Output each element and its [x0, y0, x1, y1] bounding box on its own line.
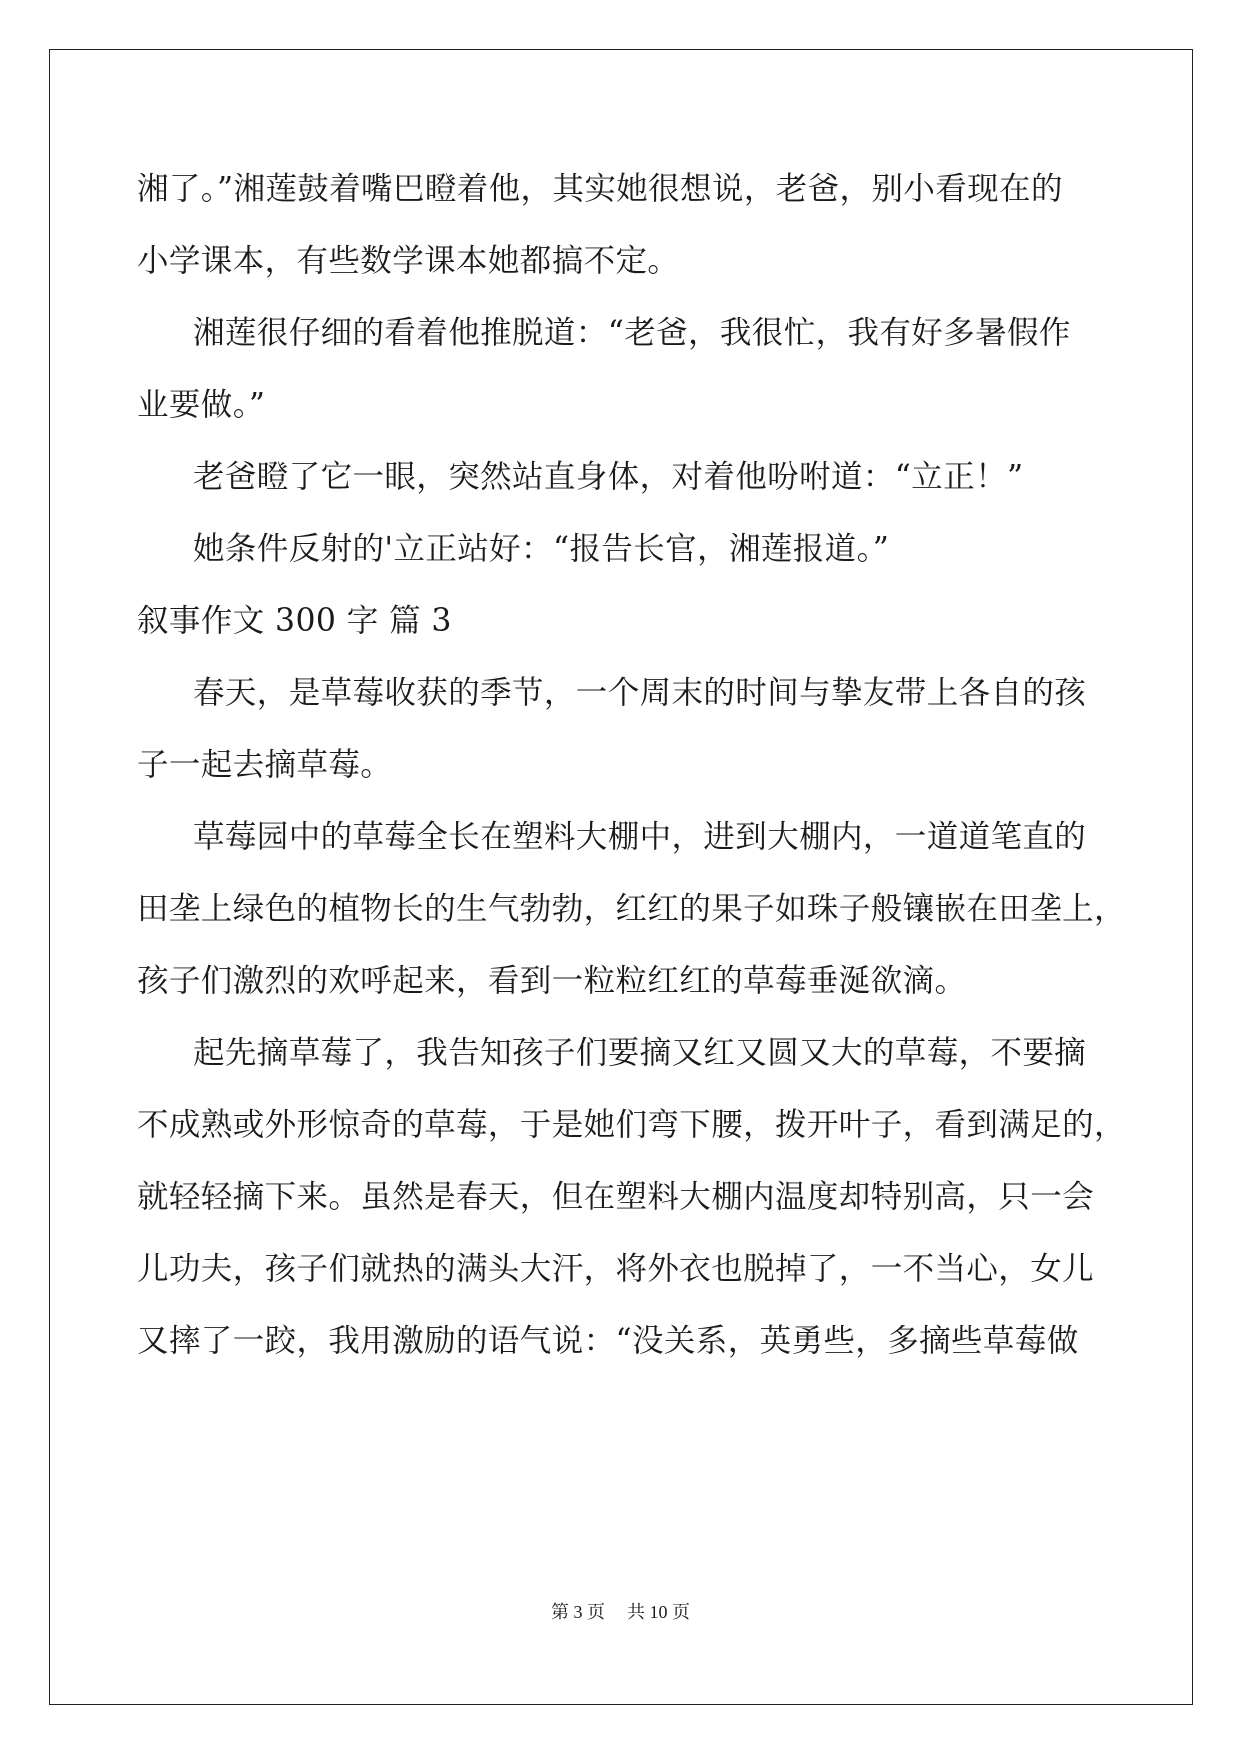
- text-line: 儿功夫，孩子们就热的满头大汗，将外衣也脱掉了，一不当心，女儿: [137, 1251, 1095, 1287]
- page-border: [49, 49, 1193, 1705]
- text-line: 业要做。”: [137, 387, 266, 423]
- text-line: 小学课本，有些数学课本她都搞不定。: [137, 243, 680, 279]
- text-line: 又摔了一跤，我用激励的语气说：“没关系，英勇些，多摘些草莓做: [137, 1323, 1079, 1359]
- text-line: 孩子们激烈的欢呼起来，看到一粒粒红红的草莓垂涎欲滴。: [137, 963, 967, 999]
- page-number: 第 3 页: [551, 1602, 605, 1622]
- page-total: 共 10 页: [627, 1602, 690, 1622]
- text-line: 湘莲很仔细的看着他推脱道：“老爸，我很忙，我有好多暑假作: [193, 315, 1071, 351]
- text-line: 老爸瞪了它一眼，突然站直身体，对着他吩咐道：“立正！”: [193, 459, 1024, 495]
- text-line: 她条件反射的'立正站好：“报告长官，湘莲报道。”: [193, 531, 890, 567]
- page-footer: [0, 1598, 1241, 1624]
- text-line: 子一起去摘草莓。: [137, 747, 393, 783]
- text-line: 田垄上绿色的植物长的生气勃勃，红红的果子如珠子般镶嵌在田垄上，: [137, 891, 1126, 927]
- text-line: 起先摘草莓了，我告知孩子们要摘又红又圆又大的草莓，不要摘: [193, 1035, 1087, 1071]
- text-line: 湘了。”湘莲鼓着嘴巴瞪着他，其实她很想说，老爸，别小看现在的: [137, 171, 1063, 207]
- text-line: 草莓园中的草莓全长在塑料大棚中，进到大棚内，一道道笔直的: [193, 819, 1087, 855]
- text-line: 不成熟或外形惊奇的草莓，于是她们弯下腰，拨开叶子，看到满足的，: [137, 1107, 1126, 1143]
- text-line: 春天，是草莓收获的季节，一个周末的时间与挚友带上各自的孩: [193, 675, 1087, 711]
- section-heading: 叙事作文 300 字 篇 3: [137, 603, 452, 639]
- text-line: 就轻轻摘下来。虽然是春天，但在塑料大棚内温度却特别高，只一会: [137, 1179, 1095, 1215]
